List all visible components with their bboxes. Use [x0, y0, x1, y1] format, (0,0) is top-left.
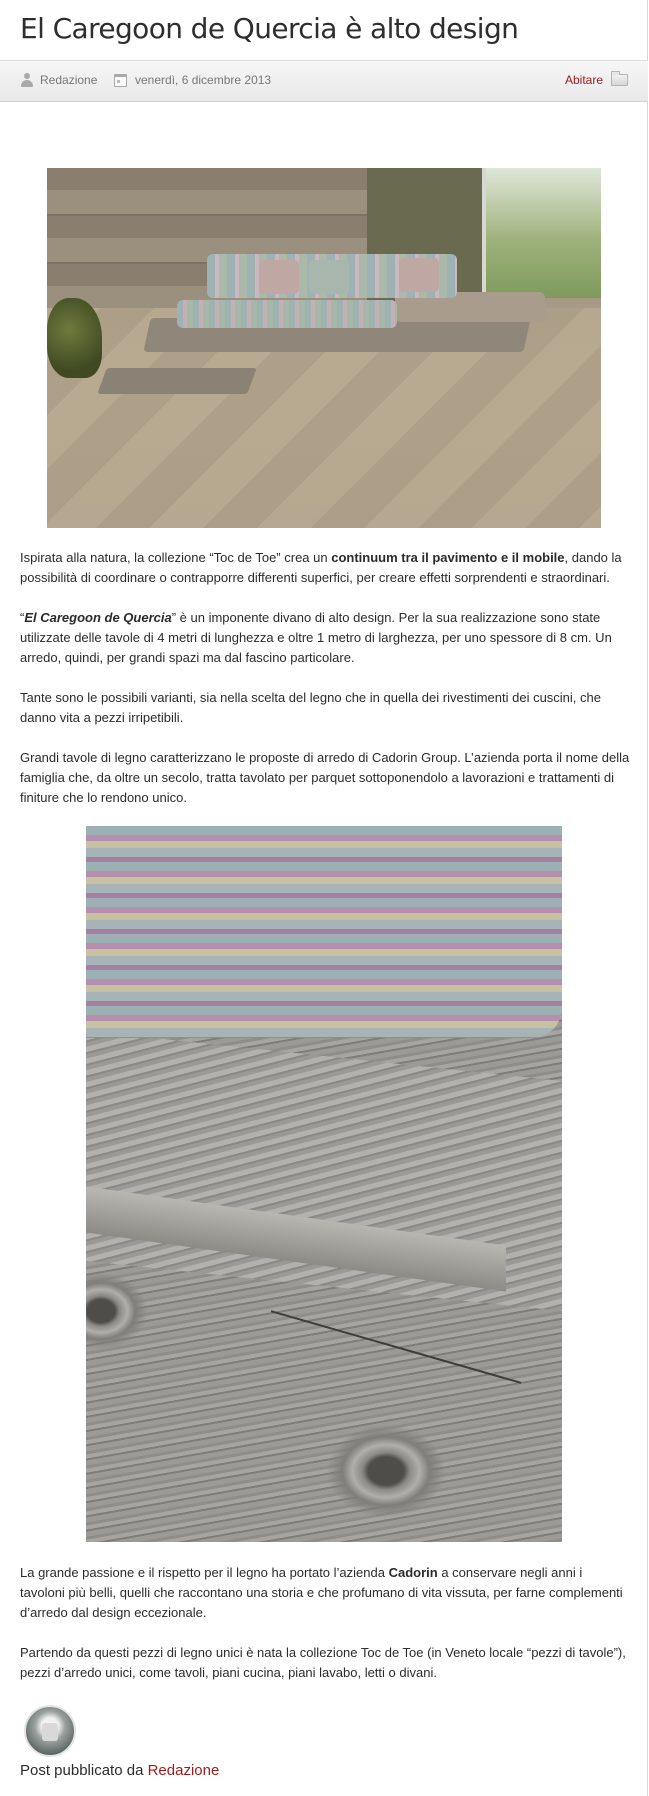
- photo-cushion: [259, 260, 299, 294]
- photo-wood-crack: [271, 1310, 521, 1384]
- photo-side-table: [97, 368, 256, 394]
- paragraph-5: [20, 1563, 630, 1623]
- p5-text-end: a conservare negli anni i tavoloni più belli, quelli che raccontano una storia e che profumano di vita vissuta, per farne complementi d’arredo dal design eccezionale.: [20, 1565, 623, 1620]
- author-avatar[interactable]: [24, 1705, 76, 1757]
- folder-icon: [611, 74, 628, 86]
- paragraph-2: [20, 608, 630, 668]
- paragraph-3: Tante sono le possibili varianti, sia nella scelta del legno che in quella dei rivestimenti dei cuscini, che danno vita a pezzi irripetibili.: [20, 690, 601, 725]
- wood-detail-photo: [86, 826, 562, 1542]
- p1-bold: continuum tra il pavimento e il mobile: [331, 550, 565, 565]
- photo-sofa-seat: [177, 300, 397, 328]
- meta-author[interactable]: [20, 73, 97, 87]
- photo-cushion: [309, 260, 349, 294]
- photo-striped-cushion: [86, 826, 562, 1038]
- user-icon: [20, 73, 34, 87]
- photo-wood-knot: [86, 1266, 156, 1356]
- p5-text: La grande passione e il rispetto per il legno ha portato l’azienda: [20, 1565, 389, 1580]
- author-byline: [20, 1762, 219, 1779]
- p2-quote: “: [20, 610, 25, 625]
- paragraph-1: [20, 548, 630, 588]
- photo-cushion: [399, 258, 439, 292]
- photo-window: [482, 168, 601, 298]
- p1-text-end: , dando la possibilità di coordinare o contrapporre differenti superfici, per creare effetti sorprendenti e straordinari.: [20, 550, 622, 585]
- photo-plant: [47, 298, 102, 378]
- calendar-icon: [114, 74, 127, 87]
- sofa-photo: [47, 168, 601, 528]
- post-meta-bar: [0, 60, 648, 102]
- meta-date-label: venerdì, 6 dicembre 2013: [135, 73, 272, 87]
- byline-prefix: Post pubblicato da: [20, 1762, 148, 1779]
- p1-text: Ispirata alla natura, la collezione “Toc de Toe” crea un: [20, 550, 332, 565]
- post-title: El Caregoon de Quercia è alto design: [20, 12, 519, 45]
- meta-category-link[interactable]: [565, 73, 628, 87]
- p2-product-name: El Caregoon de Quercia: [24, 610, 172, 625]
- meta-category-label[interactable]: Abitare: [564, 73, 603, 87]
- paragraph-4: Grandi tavole di legno caratterizzano le proposte di arredo di Cadorin Group. L’azienda porta il nome della famiglia che, da oltre un secolo, tratta tavolato per parquet sottoponendolo a lavorazioni e trattamenti di finiture che lo rendono unico.: [20, 750, 630, 805]
- byline-author-link[interactable]: Redazione: [147, 1762, 220, 1779]
- p5-company: Cadorin: [388, 1565, 438, 1580]
- meta-date: [114, 73, 271, 87]
- meta-author-label: Redazione: [40, 73, 98, 87]
- paragraph-6: Partendo da questi pezzi di legno unici è nata la collezione Toc de Toe (in Veneto locale “pezzi di tavole”), pezzi d’arredo unici, come tavoli, piani cucina, piani lavabo, letti o divani.: [20, 1645, 626, 1680]
- p2-text: ” è un imponente divano di alto design. Per la sua realizzazione sono state utilizzate delle tavole di 4 metri di lunghezza e oltre 1 metro di larghezza, per uno spessore di 8 cm. Un arredo, quindi, per grandi spazi ma dal fascino particolare.: [20, 610, 612, 665]
- photo-wood-knot: [316, 1416, 456, 1526]
